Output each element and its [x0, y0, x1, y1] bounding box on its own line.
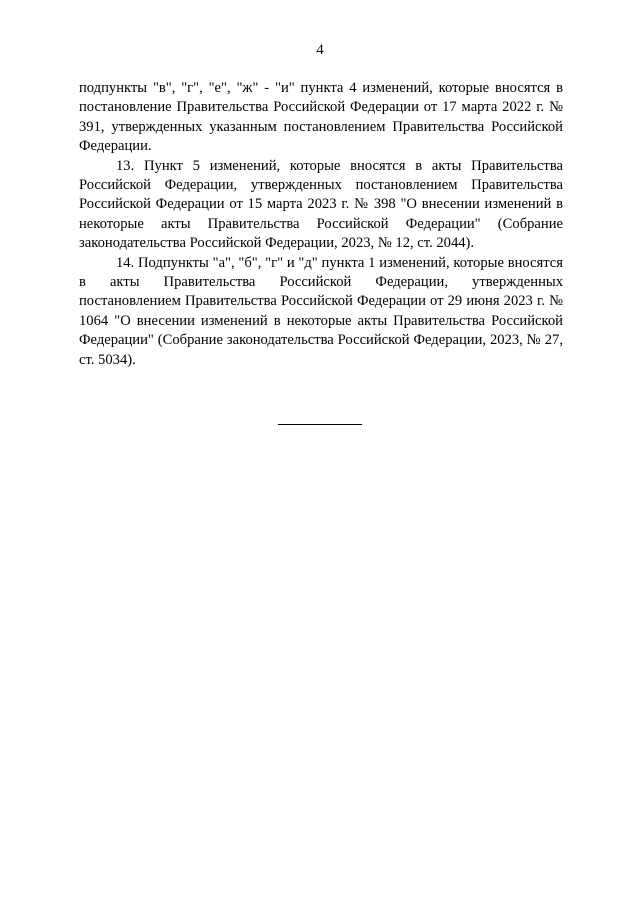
paragraph-continuation: подпункты "в", "г", "е", "ж" - "и" пункта 4 изменений, которые вносятся в постановление Правительства Российской Федерации от 17 марта 2022 г. № 391, утвержденных указанным постановлением Правительства Российской Федерации.	[79, 80, 563, 155]
document-body	[79, 79, 563, 370]
page-number: 4	[316, 42, 324, 58]
paragraph-item-13: 13. Пункт 5 изменений, которые вносятся в акты Правительства Российской Федерации, утвержденных постановлением Правительства Российской Федерации от 15 марта 2023 г. № 398 "О внесении изменений в некоторые акты Правительства Российской Федерации" (Собрание законодательства Российской Федерации, 2023, № 12, ст. 2044).	[79, 157, 563, 252]
end-separator-line	[278, 424, 362, 425]
paragraph-item-14: 14. Подпункты "а", "б", "г" и "д" пункта 1 изменений, которые вносятся в акты Правительства Российской Федерации, утвержденных постановлением Правительства Российской Федерации от 29 июня 2023 г. № 1064 "О внесении изменений в некоторые акты Правительства Российской Федерации" (Собрание законодательства Российской Федерации, 2023, № 27, ст. 5034).	[79, 254, 563, 368]
